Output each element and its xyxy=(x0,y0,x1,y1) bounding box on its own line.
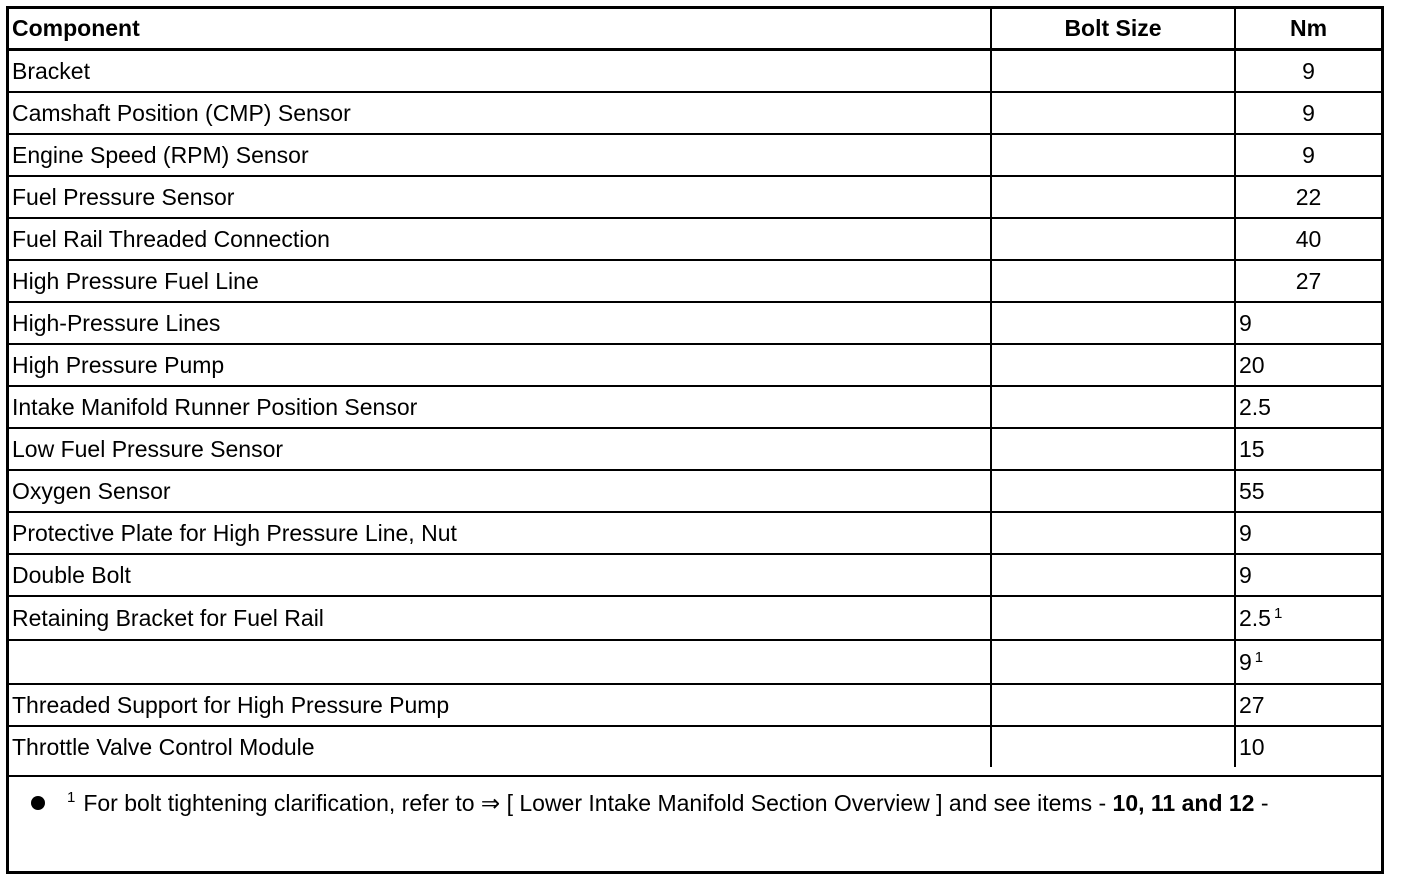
nm-cell: 9 xyxy=(1235,554,1381,596)
nm-value: 2.5 xyxy=(1239,605,1271,631)
header-nm: Nm xyxy=(1235,9,1381,50)
table-row xyxy=(9,260,1381,302)
nm-value: 9 xyxy=(1239,649,1252,675)
component-cell: High Pressure Fuel Line xyxy=(9,260,991,302)
component-cell: Camshaft Position (CMP) Sensor xyxy=(9,92,991,134)
component-cell: Engine Speed (RPM) Sensor xyxy=(9,134,991,176)
nm-cell: 9 xyxy=(1235,134,1381,176)
bolt-size-cell xyxy=(991,596,1235,640)
table-row xyxy=(9,50,1381,93)
bolt-size-cell xyxy=(991,344,1235,386)
bolt-size-cell xyxy=(991,554,1235,596)
nm-cell: 27 xyxy=(1235,684,1381,726)
bolt-size-cell xyxy=(991,218,1235,260)
bolt-size-cell xyxy=(991,512,1235,554)
nm-cell: 10 xyxy=(1235,726,1381,767)
component-cell: Throttle Valve Control Module xyxy=(9,726,991,767)
footnote-items: 10, 11 and 12 xyxy=(1112,790,1255,816)
table-row xyxy=(9,218,1381,260)
bolt-size-cell xyxy=(991,640,1235,684)
bolt-size-cell xyxy=(991,428,1235,470)
table-row xyxy=(9,684,1381,726)
nm-cell: 22 xyxy=(1235,176,1381,218)
table-row xyxy=(9,386,1381,428)
nm-cell: 55 xyxy=(1235,470,1381,512)
bolt-size-cell xyxy=(991,684,1235,726)
torque-spec-frame xyxy=(6,6,1384,874)
component-cell: Intake Manifold Runner Position Sensor xyxy=(9,386,991,428)
nm-cell: 27 xyxy=(1235,260,1381,302)
header-component: Component xyxy=(9,9,991,50)
bolt-size-cell xyxy=(991,470,1235,512)
component-cell: High Pressure Pump xyxy=(9,344,991,386)
component-cell: High-Pressure Lines xyxy=(9,302,991,344)
footnote-text: For bolt tightening clarification, refer to ⇒ [ Lower Intake Manifold Section Overview ] and see items - xyxy=(83,790,1107,816)
bolt-size-cell xyxy=(991,134,1235,176)
header-bolt-size: Bolt Size xyxy=(991,9,1235,50)
nm-cell xyxy=(1235,596,1381,640)
table-row xyxy=(9,344,1381,386)
component-cell: Protective Plate for High Pressure Line, Nut xyxy=(9,512,991,554)
footnote-line xyxy=(31,789,1269,817)
table-row xyxy=(9,92,1381,134)
nm-cell: 15 xyxy=(1235,428,1381,470)
component-cell: Bracket xyxy=(12,57,90,84)
nm-cell xyxy=(1235,640,1381,684)
bolt-size-cell xyxy=(991,386,1235,428)
footnote-marker: 1 xyxy=(1254,649,1264,666)
bolt-size-cell xyxy=(991,92,1235,134)
footnote-dash: - xyxy=(1260,790,1269,816)
component-cell: Fuel Pressure Sensor xyxy=(9,176,991,218)
bolt-size-cell xyxy=(991,260,1235,302)
table-header-row xyxy=(9,9,1381,50)
table-row xyxy=(9,726,1381,767)
table-row xyxy=(9,640,1381,684)
component-cell: Oxygen Sensor xyxy=(9,470,991,512)
nm-cell: 40 xyxy=(1235,218,1381,260)
nm-cell: 20 xyxy=(1235,344,1381,386)
nm-cell: 9 xyxy=(1235,512,1381,554)
table-row xyxy=(9,554,1381,596)
component-cell: Retaining Bracket for Fuel Rail xyxy=(9,596,991,640)
table-row xyxy=(9,176,1381,218)
nm-cell: 9 xyxy=(1235,302,1381,344)
bolt-size-cell xyxy=(991,726,1235,767)
nm-cell: 9 xyxy=(1235,50,1381,93)
table-row xyxy=(9,596,1381,640)
table-row xyxy=(9,428,1381,470)
footnote-number: 1 xyxy=(67,789,76,806)
bullet-icon xyxy=(31,796,45,810)
bolt-size-cell xyxy=(991,176,1235,218)
table-row xyxy=(9,302,1381,344)
component-cell: Low Fuel Pressure Sensor xyxy=(9,428,991,470)
component-cell: Threaded Support for High Pressure Pump xyxy=(9,684,991,726)
nm-cell: 2.5 xyxy=(1235,386,1381,428)
component-cell: Fuel Rail Threaded Connection xyxy=(9,218,991,260)
footnote-marker: 1 xyxy=(1273,605,1283,622)
footnote-section xyxy=(9,775,1381,871)
bolt-size-cell xyxy=(991,50,1235,93)
component-cell: Double Bolt xyxy=(9,554,991,596)
table-row xyxy=(9,470,1381,512)
table-row xyxy=(9,512,1381,554)
nm-cell: 9 xyxy=(1235,92,1381,134)
torque-spec-table xyxy=(9,9,1381,767)
component-cell xyxy=(9,640,991,684)
bolt-size-cell xyxy=(991,302,1235,344)
table-row xyxy=(9,134,1381,176)
